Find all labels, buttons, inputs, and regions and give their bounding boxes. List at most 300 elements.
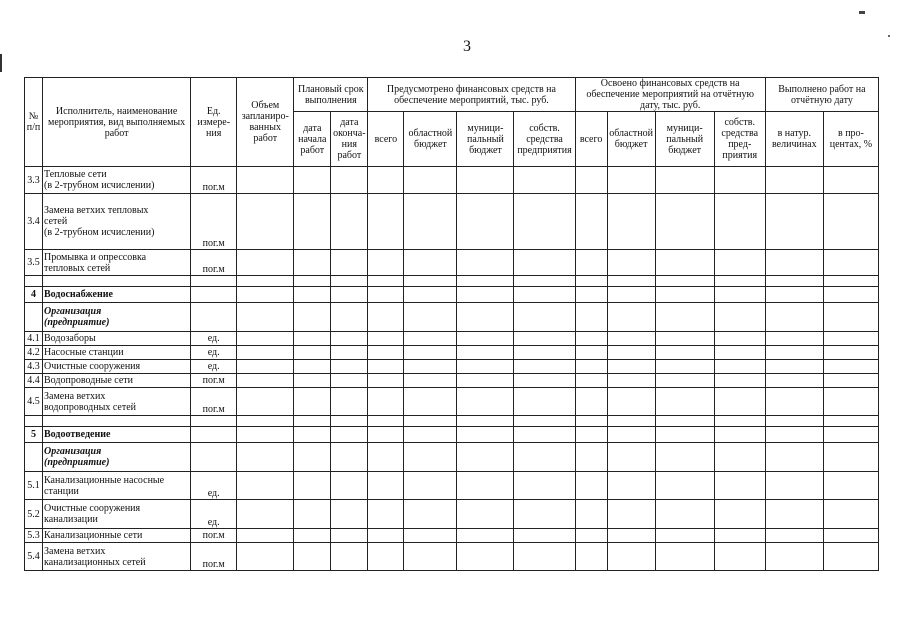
empty-cell [823, 416, 878, 427]
header-start-date: дата начала работ [294, 112, 331, 167]
empty-cell [457, 472, 514, 500]
row-unit: ед. [191, 472, 237, 500]
empty-cell [404, 194, 457, 250]
empty-cell [823, 194, 878, 250]
empty-cell [457, 500, 514, 529]
empty-cell [331, 332, 368, 346]
header-mastered-regional: областной бюджет [607, 112, 655, 167]
empty-cell [607, 443, 655, 472]
empty-cell [765, 529, 823, 543]
row-number: 4.4 [25, 374, 43, 388]
row-name-line: водопроводных сетей [44, 401, 137, 413]
empty-cell [765, 287, 823, 303]
empty-cell [607, 374, 655, 388]
empty-cell [368, 443, 404, 472]
empty-cell [655, 276, 714, 287]
empty-cell [823, 374, 878, 388]
empty-cell [404, 276, 457, 287]
empty-cell [457, 360, 514, 374]
empty-cell [514, 360, 575, 374]
row-name [43, 303, 191, 332]
row-name-line: Насосные станции [44, 347, 124, 358]
empty-cell [404, 529, 457, 543]
table-row [25, 346, 879, 360]
row-name-line: станции [44, 485, 79, 497]
row-name-line: тепловых сетей [44, 262, 111, 274]
empty-cell [404, 167, 457, 194]
empty-cell [607, 472, 655, 500]
empty-cell [457, 194, 514, 250]
empty-cell [514, 427, 575, 443]
empty-cell [331, 543, 368, 571]
empty-cell [514, 167, 575, 194]
table-row [25, 360, 879, 374]
row-name [43, 332, 191, 346]
empty-cell [714, 416, 765, 427]
row-name-line: канализации [44, 514, 98, 525]
empty-cell [765, 250, 823, 276]
table-body [25, 167, 879, 571]
empty-cell [404, 360, 457, 374]
header-work-done: Выполнено работ на отчётную дату [765, 78, 878, 112]
empty-cell [575, 360, 607, 374]
empty-cell [294, 416, 331, 427]
empty-cell [607, 388, 655, 416]
empty-cell [823, 287, 878, 303]
empty-cell [237, 472, 294, 500]
empty-cell [514, 287, 575, 303]
row-number [25, 276, 43, 287]
header-mastered-municipal: муници-пальный бюджет [655, 112, 714, 167]
row-name-line: сетей [44, 216, 68, 227]
empty-cell [765, 427, 823, 443]
empty-cell [607, 194, 655, 250]
empty-cell [714, 374, 765, 388]
row-unit: пог.м [191, 529, 237, 543]
section-row [25, 287, 879, 303]
empty-cell [404, 443, 457, 472]
empty-cell [331, 346, 368, 360]
empty-cell [714, 346, 765, 360]
empty-cell [655, 303, 714, 332]
empty-cell [404, 250, 457, 276]
empty-cell [331, 250, 368, 276]
empty-cell [368, 287, 404, 303]
row-name [43, 374, 191, 388]
row-name [43, 500, 191, 529]
empty-cell [655, 443, 714, 472]
empty-cell [368, 529, 404, 543]
empty-cell [368, 416, 404, 427]
empty-cell [457, 388, 514, 416]
empty-cell [575, 287, 607, 303]
row-unit: пог.м [191, 167, 237, 194]
empty-cell [714, 427, 765, 443]
row-name-line: канализационных сетей [44, 556, 146, 568]
empty-cell [765, 443, 823, 472]
empty-cell [457, 374, 514, 388]
empty-cell [294, 543, 331, 571]
empty-cell [575, 500, 607, 529]
empty-cell [607, 543, 655, 571]
empty-cell [655, 332, 714, 346]
empty-cell [237, 250, 294, 276]
empty-cell [823, 427, 878, 443]
empty-cell [294, 250, 331, 276]
empty-cell [823, 276, 878, 287]
header-planned-own: собств. средства предприятия [514, 112, 575, 167]
empty-cell [404, 287, 457, 303]
empty-cell [237, 388, 294, 416]
row-name-line: Водопроводные сети [44, 375, 134, 386]
header-planned-municipal: муници-пальный бюджет [457, 112, 514, 167]
empty-cell [404, 303, 457, 332]
empty-cell [294, 167, 331, 194]
empty-cell [655, 167, 714, 194]
empty-cell [714, 332, 765, 346]
row-unit: ед. [191, 360, 237, 374]
row-unit [191, 287, 237, 303]
empty-cell [368, 303, 404, 332]
row-name-line: Очистные сооружения [44, 503, 141, 514]
report-table [24, 77, 879, 571]
empty-cell [607, 287, 655, 303]
empty-cell [368, 346, 404, 360]
empty-cell [457, 543, 514, 571]
empty-cell [655, 194, 714, 250]
empty-cell [331, 472, 368, 500]
empty-cell [575, 416, 607, 427]
empty-cell [368, 500, 404, 529]
empty-cell [294, 332, 331, 346]
empty-cell [514, 276, 575, 287]
empty-cell [514, 332, 575, 346]
empty-cell [368, 472, 404, 500]
row-number: 3.3 [25, 167, 43, 194]
empty-cell [294, 529, 331, 543]
row-unit: ед. [191, 346, 237, 360]
row-unit [191, 427, 237, 443]
org-name-line: Организация [44, 306, 102, 317]
table-row [25, 250, 879, 276]
row-name-line: (в 2-трубном исчислении) [44, 180, 155, 191]
row-unit [191, 443, 237, 472]
row-number [25, 416, 43, 427]
org-row [25, 443, 879, 472]
empty-cell [331, 303, 368, 332]
row-name [43, 250, 191, 276]
row-number: 4.3 [25, 360, 43, 374]
row-number: 4.2 [25, 346, 43, 360]
empty-cell [237, 443, 294, 472]
empty-cell [294, 346, 331, 360]
row-name [43, 346, 191, 360]
empty-cell [457, 443, 514, 472]
scan-mark [859, 11, 865, 14]
table-row [25, 500, 879, 529]
empty-cell [294, 276, 331, 287]
spacer-row [25, 416, 879, 427]
empty-cell [368, 332, 404, 346]
empty-cell [514, 543, 575, 571]
empty-cell [575, 303, 607, 332]
org-name-line: (предприятие) [44, 457, 110, 468]
page-number: 3 [463, 38, 471, 55]
empty-cell [457, 276, 514, 287]
header-work-natural: в натур. величинах [765, 112, 823, 167]
empty-cell [575, 443, 607, 472]
empty-cell [331, 374, 368, 388]
empty-cell [237, 427, 294, 443]
empty-cell [404, 472, 457, 500]
empty-cell [368, 167, 404, 194]
row-number: 4 [25, 287, 43, 303]
empty-cell [514, 194, 575, 250]
row-name-line: Водозаборы [44, 333, 96, 344]
empty-cell [294, 472, 331, 500]
empty-cell [575, 543, 607, 571]
row-number: 5 [25, 427, 43, 443]
empty-cell [575, 472, 607, 500]
empty-cell [237, 194, 294, 250]
org-name-line: Организация [44, 446, 102, 457]
scan-mark [888, 35, 890, 37]
empty-cell [765, 416, 823, 427]
empty-cell [575, 529, 607, 543]
table-row [25, 543, 879, 571]
empty-cell [237, 543, 294, 571]
empty-cell [404, 388, 457, 416]
empty-cell [575, 332, 607, 346]
empty-cell [457, 250, 514, 276]
empty-cell [575, 388, 607, 416]
table-row [25, 388, 879, 416]
row-name-line: Тепловые сети [44, 169, 107, 180]
header-end-date: дата оконча-ния работ [331, 112, 368, 167]
empty-cell [368, 374, 404, 388]
empty-cell [294, 427, 331, 443]
empty-cell [575, 250, 607, 276]
empty-cell [823, 388, 878, 416]
org-row [25, 303, 879, 332]
empty-cell [714, 250, 765, 276]
row-name-line: Замена ветхих тепловых [44, 205, 149, 216]
empty-cell [514, 374, 575, 388]
empty-cell [331, 276, 368, 287]
empty-cell [765, 194, 823, 250]
scan-mark [0, 54, 2, 72]
empty-cell [765, 500, 823, 529]
empty-cell [714, 276, 765, 287]
row-number: 5.1 [25, 472, 43, 500]
table-row [25, 529, 879, 543]
empty-cell [237, 346, 294, 360]
header-mastered-funds: Освоено финансовых средств на обеспечение мероприятий на отчётную дату, тыс. руб. [575, 78, 765, 112]
empty-cell [457, 529, 514, 543]
empty-cell [294, 388, 331, 416]
row-name [43, 543, 191, 571]
row-name [43, 167, 191, 194]
empty-cell [237, 303, 294, 332]
empty-cell [404, 332, 457, 346]
empty-cell [765, 276, 823, 287]
empty-cell [368, 427, 404, 443]
empty-cell [765, 388, 823, 416]
row-number: 3.5 [25, 250, 43, 276]
empty-cell [368, 388, 404, 416]
empty-cell [655, 388, 714, 416]
empty-cell [294, 374, 331, 388]
row-name [43, 388, 191, 416]
empty-cell [237, 276, 294, 287]
empty-cell [331, 443, 368, 472]
table-row [25, 472, 879, 500]
empty-cell [514, 388, 575, 416]
empty-cell [331, 167, 368, 194]
empty-cell [765, 167, 823, 194]
row-number: 4.1 [25, 332, 43, 346]
row-unit: пог.м [191, 543, 237, 571]
header-num: № п/п [25, 78, 43, 167]
empty-cell [331, 427, 368, 443]
empty-cell [823, 346, 878, 360]
empty-cell [714, 500, 765, 529]
empty-cell [294, 360, 331, 374]
empty-cell [294, 500, 331, 529]
empty-cell [457, 427, 514, 443]
row-unit: пог.м [191, 250, 237, 276]
empty-cell [607, 360, 655, 374]
empty-cell [457, 287, 514, 303]
empty-cell [404, 374, 457, 388]
empty-cell [331, 500, 368, 529]
empty-cell [575, 276, 607, 287]
header-mastered-own: собств. средства пред-приятия [714, 112, 765, 167]
row-name [43, 416, 191, 427]
empty-cell [823, 332, 878, 346]
empty-cell [655, 346, 714, 360]
empty-cell [607, 416, 655, 427]
section-title: Водоотведение [43, 427, 191, 443]
empty-cell [655, 543, 714, 571]
empty-cell [237, 287, 294, 303]
empty-cell [368, 250, 404, 276]
header-mastered-total: всего [575, 112, 607, 167]
empty-cell [294, 303, 331, 332]
row-unit [191, 416, 237, 427]
row-name-line: Канализационные насосные [44, 474, 165, 486]
header-work-percent: в про-центах, % [823, 112, 878, 167]
empty-cell [575, 194, 607, 250]
empty-cell [655, 374, 714, 388]
row-name-line: Очистные сооружения [44, 361, 141, 372]
empty-cell [823, 543, 878, 571]
row-name [43, 443, 191, 472]
table-row [25, 194, 879, 250]
empty-cell [331, 194, 368, 250]
row-name [43, 276, 191, 287]
row-name-line: Канализационные сети [44, 530, 143, 541]
empty-cell [714, 303, 765, 332]
empty-cell [237, 500, 294, 529]
empty-cell [237, 167, 294, 194]
empty-cell [765, 303, 823, 332]
header-planned-funds: Предусмотрено финансовых средств на обеспечение мероприятий, тыс. руб. [368, 78, 575, 112]
empty-cell [823, 250, 878, 276]
empty-cell [237, 416, 294, 427]
spacer-row [25, 276, 879, 287]
table-row [25, 167, 879, 194]
row-number [25, 303, 43, 332]
table-row [25, 332, 879, 346]
org-name-line: (предприятие) [44, 317, 110, 328]
empty-cell [368, 194, 404, 250]
empty-cell [823, 472, 878, 500]
empty-cell [368, 543, 404, 571]
empty-cell [331, 416, 368, 427]
empty-cell [765, 543, 823, 571]
empty-cell [368, 360, 404, 374]
empty-cell [514, 500, 575, 529]
header-executor: Исполнитель, наименование мероприятия, вид выполняемых работ [43, 78, 191, 167]
empty-cell [514, 346, 575, 360]
empty-cell [714, 543, 765, 571]
empty-cell [575, 167, 607, 194]
row-unit: ед. [191, 332, 237, 346]
empty-cell [514, 250, 575, 276]
empty-cell [765, 346, 823, 360]
empty-cell [237, 374, 294, 388]
empty-cell [457, 332, 514, 346]
header-unit: Ед. измере-ния [191, 78, 237, 167]
empty-cell [714, 388, 765, 416]
empty-cell [655, 500, 714, 529]
empty-cell [607, 332, 655, 346]
header-volume: Объем запланиро-ванных работ [237, 78, 294, 167]
empty-cell [655, 427, 714, 443]
empty-cell [294, 287, 331, 303]
empty-cell [331, 529, 368, 543]
empty-cell [823, 303, 878, 332]
empty-cell [823, 529, 878, 543]
empty-cell [823, 167, 878, 194]
row-name-line: Замена ветхих [44, 390, 106, 402]
empty-cell [404, 500, 457, 529]
row-number: 3.4 [25, 194, 43, 250]
empty-cell [655, 287, 714, 303]
empty-cell [457, 346, 514, 360]
row-number: 5.3 [25, 529, 43, 543]
empty-cell [331, 360, 368, 374]
empty-cell [294, 194, 331, 250]
row-name [43, 529, 191, 543]
empty-cell [655, 250, 714, 276]
empty-cell [457, 303, 514, 332]
empty-cell [575, 374, 607, 388]
row-number: 5.4 [25, 543, 43, 571]
empty-cell [607, 427, 655, 443]
empty-cell [607, 529, 655, 543]
empty-cell [575, 346, 607, 360]
empty-cell [404, 543, 457, 571]
header-planned-regional: областной бюджет [404, 112, 457, 167]
empty-cell [457, 416, 514, 427]
empty-cell [823, 500, 878, 529]
row-unit: пог.м [191, 388, 237, 416]
empty-cell [714, 167, 765, 194]
section-row [25, 427, 879, 443]
row-number [25, 443, 43, 472]
